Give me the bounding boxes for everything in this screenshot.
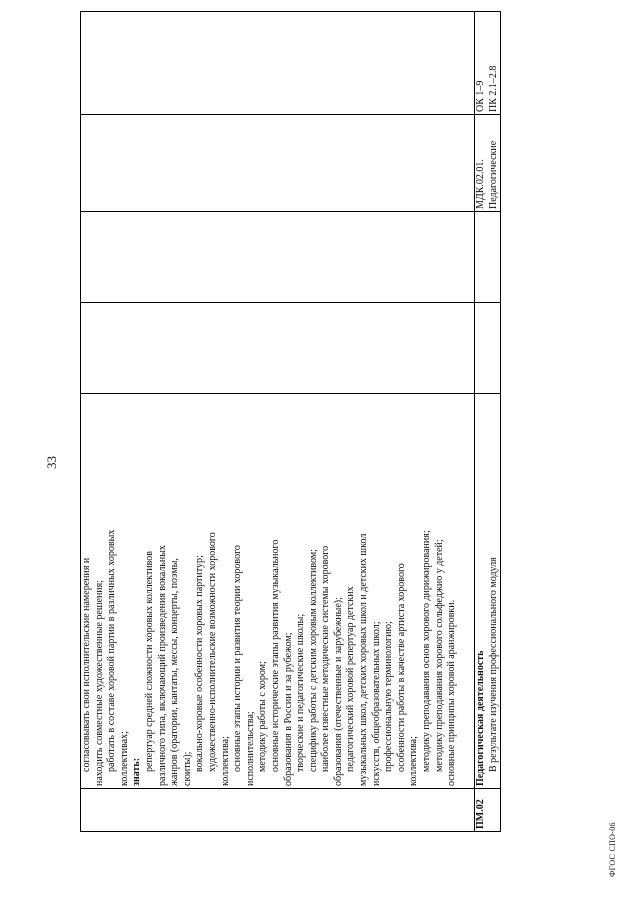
content-line: сюиты);	[181, 751, 193, 786]
content-line: знать:	[131, 757, 143, 786]
content-line: жанров (оратории, кантаты, мессы, концерты, поэмы,	[169, 558, 181, 786]
content-line: вокально-хоровые особенности хоровых партитур;	[194, 555, 206, 772]
competence-cell	[81, 12, 475, 115]
content-line: коллектива;	[408, 736, 420, 786]
general-competence: ОК 1–9	[475, 80, 486, 112]
table-row	[475, 12, 501, 832]
content-line: коллектива;	[219, 736, 231, 786]
content-lines	[81, 396, 459, 786]
footer-code: ФГОС СПО-06	[608, 822, 617, 877]
content-line: педагогический хоровой репертуар детских	[345, 586, 357, 772]
content-line: коллективах;	[118, 731, 130, 786]
hours-cell	[81, 212, 475, 303]
content-line: В результате изучения профессионального модуля	[487, 557, 499, 772]
content-line: методику работы с хором;	[257, 661, 269, 772]
course-name: Педагогические	[487, 140, 499, 209]
content-line: репертуар средней сложности хоровых коллективов	[143, 551, 155, 772]
professional-competence: ПК 2.1–2.8	[487, 65, 499, 112]
content-line: находить совместные художественные решения;	[93, 579, 105, 786]
content-line: исполнительства;	[244, 711, 256, 786]
content-cell	[475, 394, 501, 789]
content-cell	[81, 394, 475, 789]
content-line: искусств, общеобразовательных школ;	[370, 621, 382, 786]
content-line: творческие и педагогические школы;	[295, 613, 307, 772]
content-line: художественно-исполнительские возможности хорового	[206, 532, 218, 772]
content-line: основные исторические этапы развития музыкального	[269, 539, 281, 772]
hours-cell	[475, 303, 501, 394]
page-number: 33	[44, 456, 59, 469]
content-line: профессиональную терминологию;	[383, 621, 395, 772]
content-line: методику преподавания основ хорового дирижирования;	[421, 530, 433, 772]
content-line: основные принципы хоровой аранжировки.	[446, 599, 458, 786]
course-cell	[81, 115, 475, 212]
content-line: образования (отечественные и зарубежные);	[332, 597, 344, 786]
content-line: основные этапы истории и развития теории хорового	[232, 545, 244, 772]
hours-cell	[475, 212, 501, 303]
content-line: Педагогическая деятельность	[475, 650, 486, 786]
content-line: согласовывать свои исполнительские намерения и	[81, 557, 92, 772]
content-line: методику преподавания хорового сольфеджио у детей;	[433, 539, 445, 772]
content-line: работать в составе хоровой партии в различных хоровых	[106, 529, 118, 772]
content-lines	[475, 396, 500, 786]
content-line: особенности работы в качестве артиста хорового	[395, 563, 407, 772]
content-line: музыкальных школ, детских хоровых школ и детских школ	[358, 533, 370, 786]
row-index-cell	[81, 789, 475, 832]
hours-cell	[81, 303, 475, 394]
course-code: МДК.02.01.	[475, 159, 486, 209]
content-line: образования в России и за рубежом;	[282, 632, 294, 786]
curriculum-table	[80, 11, 501, 832]
row-index-cell: ПМ.02	[475, 789, 501, 832]
content-line: различного типа, включающий произведения вокальных	[156, 545, 168, 786]
content-line: наиболее известные методические системы хорового	[320, 545, 332, 772]
competence-cell	[475, 12, 501, 115]
table-row	[81, 12, 475, 832]
content-line: специфику работы с детским хоровым коллективом;	[307, 549, 319, 772]
course-cell	[475, 115, 501, 212]
